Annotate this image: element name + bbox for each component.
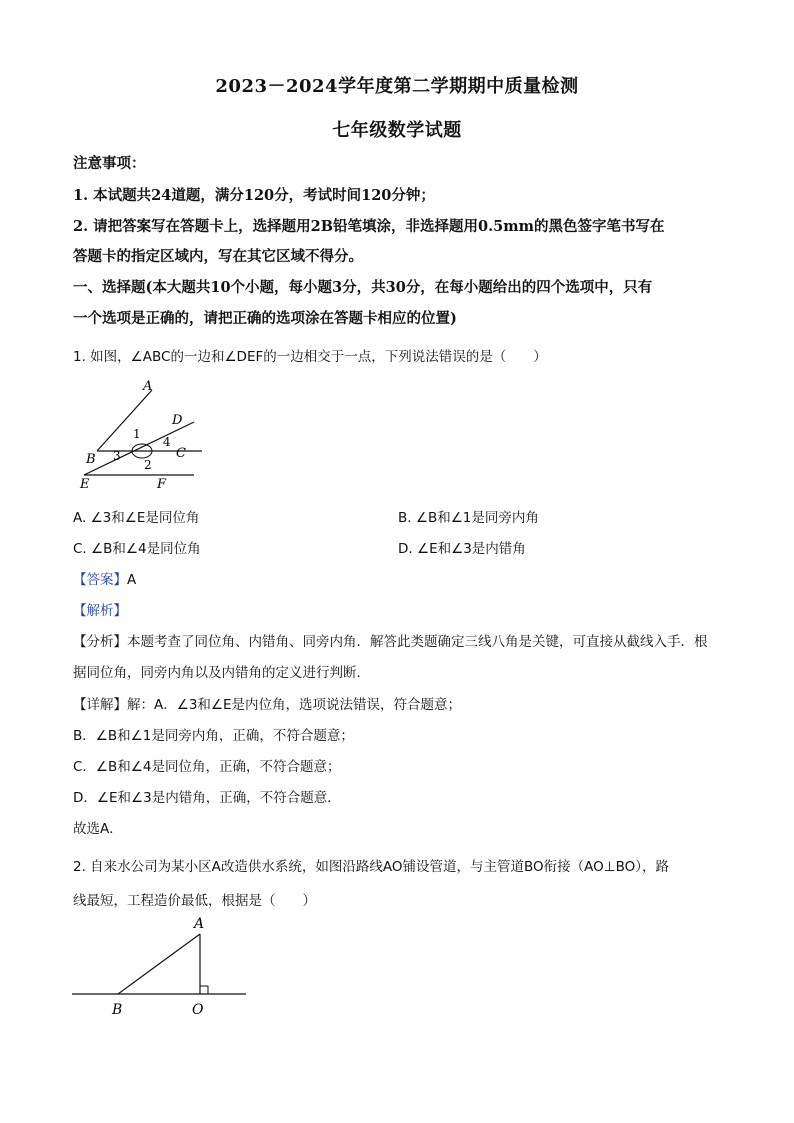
question-1-figure (72, 378, 212, 493)
label-angle-3: 3 (113, 449, 121, 463)
question-2-stem: 2. 自来水公司为某小区A改造供水系统，如图沿路线AO铺设管道，与主管道BO衔接（AO⊥BO），路 (73, 859, 669, 875)
segment-AB (118, 934, 200, 994)
conclusion: 故选A． (73, 821, 123, 837)
notes-item-1: 1. 本试题共24道题，满分120分，考试时间120分钟； (73, 187, 435, 204)
analysis-line-1 (73, 630, 723, 650)
label-angle-1: 1 (133, 427, 141, 441)
question-2-stem-cont: 线最短，工程造价最低，根据是（ ） (73, 893, 316, 909)
detail-text-1: 解：A．∠3和∠E是内位角，选项说法错误，符合题意； (127, 697, 462, 713)
answer-line (73, 568, 723, 588)
answer-value: A (127, 572, 137, 588)
label-D: D (172, 413, 183, 428)
label-B: B (112, 1002, 123, 1018)
ray-BA (97, 390, 152, 451)
label-A: A (143, 379, 153, 394)
analysis-line-2: 据同位角，同旁内角以及内错角的定义进行判断． (73, 665, 370, 681)
label-C: C (176, 446, 186, 461)
exam-title: 2023－2024学年度第二学期期中质量检测 (215, 76, 579, 97)
section-heading-cont: 一个选项是正确的，请把正确的选项涂在答题卡相应的位置) (73, 310, 457, 327)
option-c: C. ∠B和∠4是同位角 (73, 541, 201, 557)
fenxi-text-1: 本题考查了同位角、内错角、同旁内角．解答此类题确定三线八角是关键，可直接从截线入手．根 (127, 634, 708, 650)
section-heading: 一、选择题(本大题共10个小题，每小题3分，共30分，在每小题给出的四个选项中，只有 (73, 279, 653, 296)
label-F: F (157, 477, 167, 492)
fenxi-tag: 【分析】 (73, 634, 127, 650)
detail-line-3: C．∠B和∠4是同位角，正确，不符合题意； (73, 759, 341, 775)
label-B: B (86, 452, 96, 467)
notes-heading: 注意事项： (73, 155, 146, 172)
notes-item-2: 2. 请把答案写在答题卡上，选择题用2B铅笔填涂，非选择题用0.5mm的黑色签字笔书写在 (73, 218, 665, 235)
notes-item-2-cont: 答题卡的指定区域内，写在其它区域不得分。 (73, 248, 363, 265)
option-a: A. ∠3和∠E是同位角 (73, 510, 200, 526)
detail-tag: 【详解】 (73, 697, 127, 713)
detail-line-1 (73, 693, 723, 713)
label-angle-2: 2 (144, 458, 152, 472)
question-1-stem: 1. 如图，∠ABC的一边和∠DEF的一边相交于一点，下列说法错误的是（ ） (73, 349, 547, 365)
question-2-figure (70, 912, 255, 1022)
right-angle-mark (200, 986, 208, 994)
label-O: O (192, 1002, 204, 1018)
label-angle-4: 4 (163, 435, 171, 449)
option-d: D. ∠E和∠3是内错角 (398, 541, 526, 557)
analysis-tag: 【解析】 (73, 603, 127, 619)
label-A: A (194, 916, 205, 932)
detail-line-4: D．∠E和∠3是内错角，正确，不符合题意． (73, 790, 341, 806)
answer-tag: 【答案】 (73, 572, 127, 588)
option-b: B. ∠B和∠1是同旁内角 (398, 510, 539, 526)
detail-line-2: B．∠B和∠1是同旁内角，正确，不符合题意； (73, 728, 354, 744)
exam-subtitle: 七年级数学试题 (332, 120, 462, 141)
label-E: E (80, 477, 90, 492)
